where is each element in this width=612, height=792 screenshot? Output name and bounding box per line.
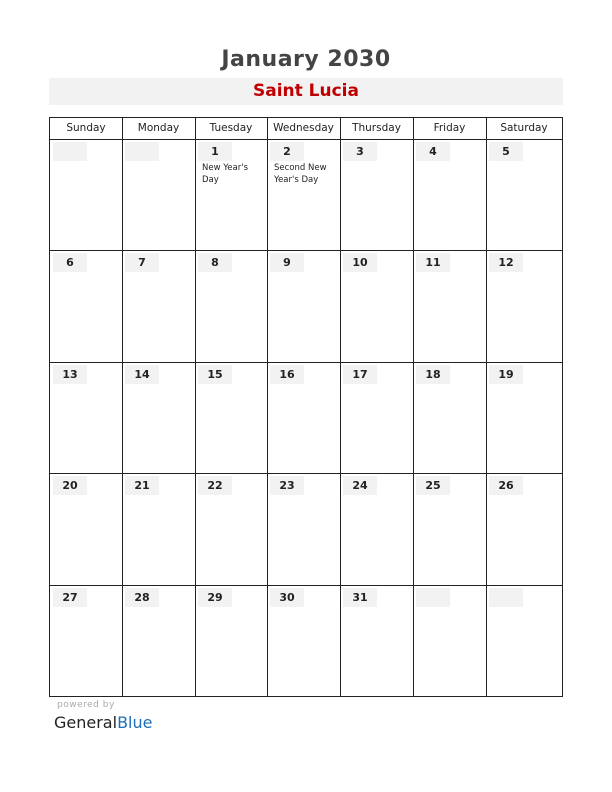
weekday-header: Saturday [500,122,548,134]
day-number: 6 [53,253,87,272]
day-cell[interactable] [196,251,267,361]
day-cell[interactable] [51,140,122,250]
day-cell[interactable] [341,586,413,696]
day-cell[interactable] [487,251,562,361]
day-cell[interactable] [414,251,486,361]
day-number [489,588,523,607]
day-cell[interactable] [414,363,486,473]
day-cell[interactable] [196,586,267,696]
day-number: 26 [489,476,523,495]
day-cell[interactable] [51,474,122,584]
day-number: 13 [53,365,87,384]
day-cell[interactable] [123,586,195,696]
brand-general-text: General [54,713,118,732]
weekday-header: Wednesday [273,122,334,134]
day-cell[interactable] [487,140,562,250]
day-number: 16 [270,365,304,384]
day-number: 23 [270,476,304,495]
day-number: 15 [198,365,232,384]
day-cell[interactable] [123,140,195,250]
day-cell[interactable] [51,363,122,473]
day-number: 25 [416,476,450,495]
day-number: 18 [416,365,450,384]
day-number: 17 [343,365,377,384]
day-number: 8 [198,253,232,272]
day-cell[interactable] [341,474,413,584]
day-cell[interactable] [123,474,195,584]
day-cell[interactable] [341,140,413,250]
day-cell[interactable] [268,586,340,696]
day-cell[interactable] [196,140,267,250]
weekday-header: Monday [137,122,180,134]
weekday-header: Thursday [352,122,401,134]
day-number: 22 [198,476,232,495]
day-cell[interactable] [123,363,195,473]
holiday-label: Second New Year's Day [274,163,327,185]
country-banner [49,78,563,105]
day-number: 3 [343,142,377,161]
day-number: 7 [125,253,159,272]
day-number [53,142,87,161]
day-cell[interactable] [414,586,486,696]
day-number: 14 [125,365,159,384]
day-number: 12 [489,253,523,272]
country-name: Saint Lucia [252,81,359,101]
calendar-grid [49,117,563,697]
calendar-title: January 2030 [221,47,391,72]
day-number: 20 [53,476,87,495]
day-cell[interactable] [414,474,486,584]
day-number: 21 [125,476,159,495]
brand-blue-text: Blue [117,713,153,732]
day-number [416,588,450,607]
day-number [125,142,159,161]
powered-by-text: powered by [57,700,115,710]
day-cell[interactable] [487,363,562,473]
day-number: 5 [489,142,523,161]
day-cell[interactable] [487,474,562,584]
day-number: 19 [489,365,523,384]
day-cell[interactable] [51,586,122,696]
day-cell[interactable] [487,586,562,696]
day-number: 30 [270,588,304,607]
day-number: 27 [53,588,87,607]
day-number: 9 [270,253,304,272]
day-number: 2 [270,142,304,161]
day-number: 28 [125,588,159,607]
day-cell[interactable] [268,251,340,361]
day-cell[interactable] [341,363,413,473]
day-cell[interactable] [196,474,267,584]
day-number: 24 [343,476,377,495]
day-cell[interactable] [268,474,340,584]
day-number: 31 [343,588,377,607]
day-number: 4 [416,142,450,161]
day-cell[interactable] [268,140,340,250]
day-cell[interactable] [123,251,195,361]
day-number: 29 [198,588,232,607]
day-cell[interactable] [268,363,340,473]
day-cell[interactable] [414,140,486,250]
holiday-label: New Year's Day [202,163,249,185]
weekday-header: Sunday [66,122,106,134]
day-cell[interactable] [196,363,267,473]
day-cell[interactable] [51,251,122,361]
day-number: 10 [343,253,377,272]
day-cell[interactable] [341,251,413,361]
weekday-header: Tuesday [209,122,253,134]
day-number: 11 [416,253,450,272]
brand-logo[interactable] [54,713,152,732]
weekday-header: Friday [433,122,466,134]
day-number: 1 [198,142,232,161]
